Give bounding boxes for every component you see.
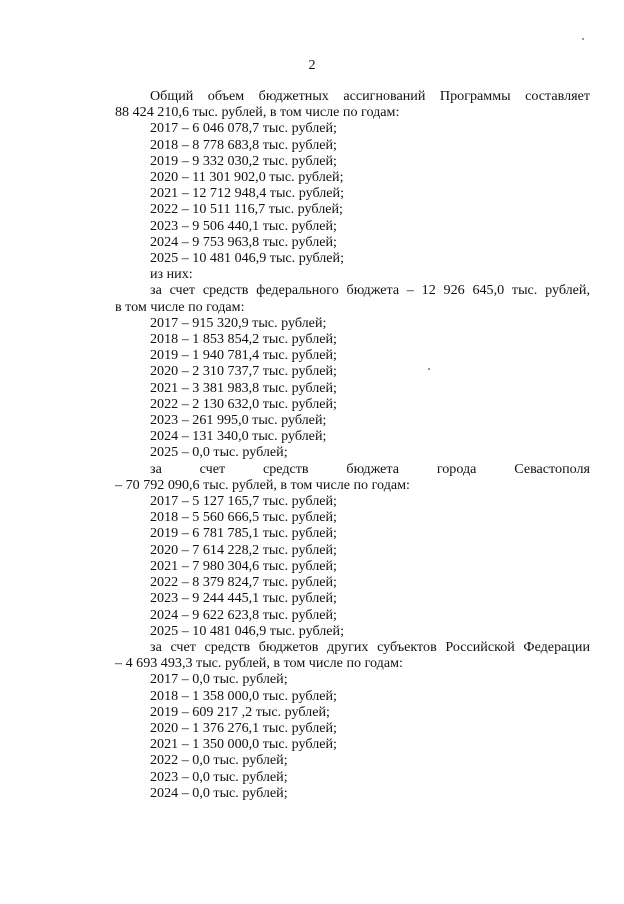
total-year-item: 2025 – 10 481 046,9 тыс. рублей; (150, 250, 345, 267)
other-subjects-cont-line: – 4 693 493,3 тыс. рублей, в том числе по годам: (115, 655, 403, 672)
total-section (115, 88, 590, 282)
city-cont-line: – 70 792 090,6 тыс. рублей, в том числе по годам: (115, 476, 410, 493)
other-subjects-year-item: 2019 – 609 217 ,2 тыс. рублей; (150, 703, 330, 720)
federal-year-item: 2022 – 2 130 632,0 тыс. рублей; (150, 395, 337, 412)
federal-lead-line: за счет средств федерального бюджета – 12 926 645,0 тыс. рублей, (150, 282, 590, 299)
federal-year-item: 2024 – 131 340,0 тыс. рублей; (150, 428, 327, 445)
other-subjects-year-item: 2018 – 1 358 000,0 тыс. рублей; (150, 687, 337, 704)
federal-cont-line: в том числе по годам: (115, 298, 245, 315)
total-year-item: 2017 – 6 046 078,7 тыс. рублей; (150, 120, 337, 137)
federal-year-item: 2017 – 915 320,9 тыс. рублей; (150, 314, 327, 331)
federal-year-item: 2023 – 261 995,0 тыс. рублей; (150, 412, 327, 429)
other-subjects-year-item: 2017 – 0,0 тыс. рублей; (150, 671, 288, 688)
federal-year-item: 2020 – 2 310 737,7 тыс. рублей; (150, 363, 337, 380)
city-year-item: 2019 – 6 781 785,1 тыс. рублей; (150, 525, 337, 542)
federal-year-item: 2018 – 1 853 854,2 тыс. рублей; (150, 331, 337, 348)
city-year-item: 2023 – 9 244 445,1 тыс. рублей; (150, 590, 337, 607)
federal-year-item: 2025 – 0,0 тыс. рублей; (150, 444, 288, 461)
total-year-item: 2020 – 11 301 902,0 тыс. рублей; (150, 169, 344, 186)
city-year-item: 2022 – 8 379 824,7 тыс. рублей; (150, 574, 337, 591)
total-year-item: 2018 – 8 778 683,8 тыс. рублей; (150, 136, 337, 153)
total-year-item: 2023 – 9 506 440,1 тыс. рублей; (150, 217, 337, 234)
total-cont-line: 88 424 210,6 тыс. рублей, в том числе по годам: (115, 104, 400, 121)
total-year-item: 2021 – 12 712 948,4 тыс. рублей; (150, 185, 345, 202)
scan-speck (582, 38, 584, 40)
other-subjects-year-item: 2024 – 0,0 тыс. рублей; (150, 784, 288, 801)
page-number: 2 (308, 58, 316, 73)
city-section (115, 461, 590, 639)
other-subjects-year-item: 2022 – 0,0 тыс. рублей; (150, 752, 288, 769)
city-year-item: 2021 – 7 980 304,6 тыс. рублей; (150, 557, 337, 574)
other-subjects-year-item: 2023 – 0,0 тыс. рублей; (150, 768, 288, 785)
other-subjects-lead-line: за счет средств бюджетов других субъектов Российской Федерации (150, 638, 590, 655)
city-year-item: 2018 – 5 560 666,5 тыс. рублей; (150, 509, 337, 526)
total-year-item: 2022 – 10 511 116,7 тыс. рублей; (150, 201, 343, 218)
city-year-item: 2017 – 5 127 165,7 тыс. рублей; (150, 493, 337, 510)
of-them-label: из них: (150, 266, 193, 283)
total-year-item: 2024 – 9 753 963,8 тыс. рублей; (150, 233, 337, 250)
other-subjects-section (115, 639, 590, 801)
federal-section (115, 282, 590, 460)
city-year-item: 2024 – 9 622 623,8 тыс. рублей; (150, 606, 337, 623)
other-subjects-year-item: 2020 – 1 376 276,1 тыс. рублей; (150, 719, 337, 736)
federal-year-item: 2019 – 1 940 781,4 тыс. рублей; (150, 347, 337, 364)
total-year-item: 2019 – 9 332 030,2 тыс. рублей; (150, 152, 337, 169)
city-year-item: 2025 – 10 481 046,9 тыс. рублей; (150, 622, 345, 639)
other-subjects-year-item: 2021 – 1 350 000,0 тыс. рублей; (150, 736, 337, 753)
city-lead-line: за счет средств бюджета города Севастополя (150, 460, 590, 477)
federal-year-item: 2021 – 3 381 983,8 тыс. рублей; (150, 379, 337, 396)
document-body (115, 88, 590, 801)
city-year-item: 2020 – 7 614 228,2 тыс. рублей; (150, 541, 337, 558)
total-lead-line: Общий объем бюджетных ассигнований Программы составляет (150, 88, 590, 104)
